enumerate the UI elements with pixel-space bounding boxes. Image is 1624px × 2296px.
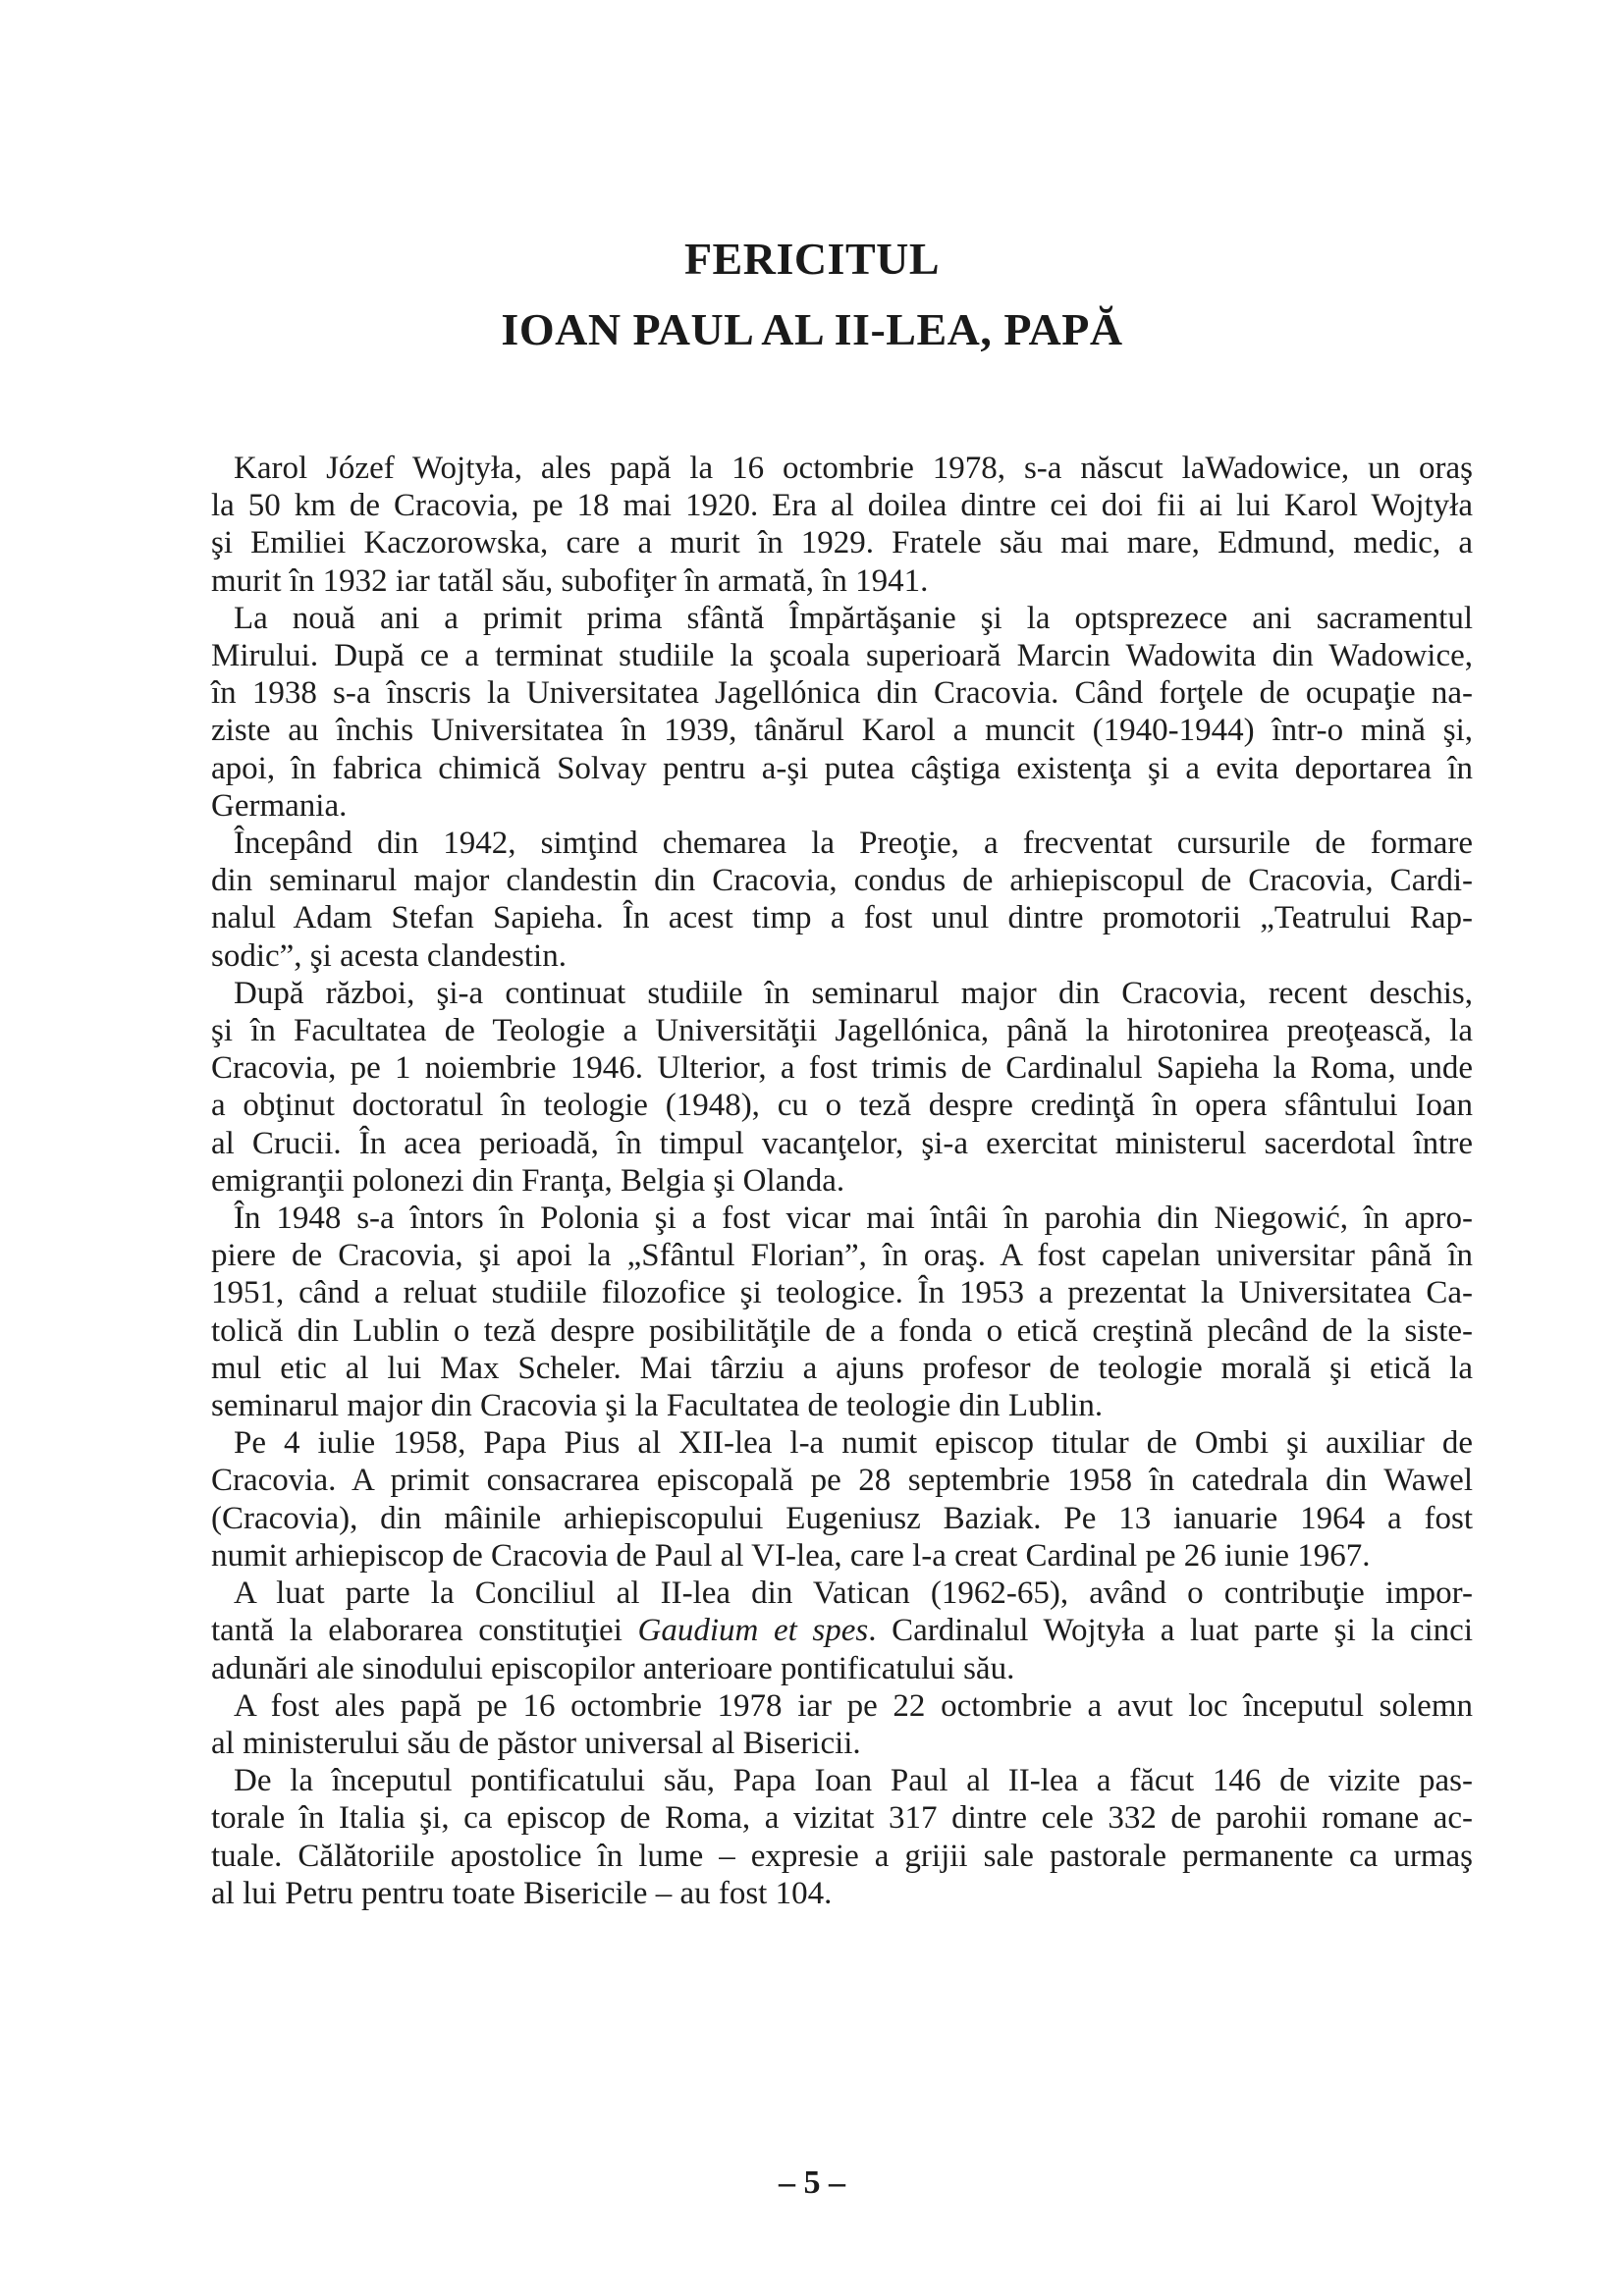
text-line: De la începutul pontificatului său, Papa Ioan Paul al II-lea a făcut 146 de vizite pas- <box>234 1763 1473 1799</box>
text-line: adunări ale sinodului episcopilor anterioare pontificatului său. <box>211 1650 1015 1686</box>
text-line: Karol Józef Wojtyła, ales papă la 16 octombrie 1978, s-a născut laWadowice, un oraş <box>234 451 1473 486</box>
text-line: din seminarul major clandestin din Cracovia, condus de arhiepiscopul de Cracovia, Cardi- <box>211 863 1473 899</box>
text-line: (Cracovia), din mâinile arhiepiscopului Eugeniusz Baziak. Pe 13 ianuarie 1964 a fost <box>211 1500 1473 1536</box>
text-line: al ministerului său de păstor universal al Bisericii. <box>211 1725 861 1761</box>
text-line: piere de Cracovia, şi apoi la „Sfântul Florian”, în oraş. A fost capelan universitar până în <box>211 1238 1473 1274</box>
text-line: A luat parte la Conciliul al II-lea din Vatican (1962-65), având o contribuţie impor- <box>234 1575 1473 1612</box>
paragraph-3 <box>211 825 1473 975</box>
paragraph-1 <box>211 450 1473 600</box>
paragraph-9 <box>211 1762 1473 1912</box>
text-line: ziste au închis Universitatea în 1939, tânărul Karol a muncit (1940-1944) într-o mină şi, <box>211 713 1473 749</box>
text-line: seminarul major din Cracovia şi la Facultatea de teologie din Lublin. <box>211 1388 1104 1424</box>
text-line: Cracovia, pe 1 noiembrie 1946. Ulterior, a fost trimis de Cardinalul Sapieha la Roma, unde <box>211 1050 1473 1087</box>
text-segment: tantă la elaborarea constituţiei <box>211 1613 638 1649</box>
text-line: a obţinut doctoratul în teologie (1948), cu o teză despre credinţă în opera sfântului Ioan <box>211 1088 1473 1124</box>
text-line: nalul Adam Stefan Sapieha. În acest timp a fost unul dintre promotorii „Teatrului Rap- <box>211 900 1473 936</box>
title-line-1: FERICITUL <box>683 234 941 284</box>
title-line-2: IOAN PAUL AL II-LEA, PAPĂ <box>501 304 1123 354</box>
text-line: în 1938 s-a înscris la Universitatea Jagellónica din Cracovia. Când forţele de ocupaţie na- <box>211 675 1473 712</box>
text-line: mul etic al lui Max Scheler. Mai târziu a ajuns profesor de teologie morală şi etică la <box>211 1350 1473 1386</box>
text-line <box>211 1612 1473 1649</box>
text-line: torale în Italia şi, ca episcop de Roma, a vizitat 317 dintre cele 332 de parohii romane ac- <box>211 1800 1473 1837</box>
text-line: Începând din 1942, simţind chemarea la Preoţie, a frecventat cursurile de formare <box>234 826 1473 862</box>
text-line: apoi, în fabrica chimică Solvay pentru a-şi putea câştiga existenţa şi a evita deportarea în <box>211 750 1473 786</box>
text-segment: . Cardinalul Wojtyła a luat parte şi la cinci <box>868 1613 1473 1649</box>
text-line: Cracovia. A primit consacrarea episcopală pe 28 septembrie 1958 în catedrala din Wawel <box>211 1463 1473 1499</box>
text-line: Mirului. După ce a terminat studiile la şcoala superioară Marcin Wadowita din Wadowice, <box>211 638 1473 674</box>
text-line: Pe 4 iulie 1958, Papa Pius al XII-lea l-a numit episcop titular de Ombi şi auxiliar de <box>234 1425 1473 1462</box>
text-line: În 1948 s-a întors în Polonia şi a fost vicar mai întâi în parohia din Niegowić, în apro- <box>234 1201 1473 1237</box>
text-line: şi în Facultatea de Teologie a Universităţii Jagellónica, până la hirotonirea preoţească, la <box>211 1013 1473 1049</box>
text-line: tolică din Lublin o teză despre posibilităţile de a fonda o etică creştină plecând de la siste- <box>211 1312 1473 1349</box>
text-line: sodic”, şi acesta clandestin. <box>211 937 567 974</box>
text-line: tuale. Călătoriile apostolice în lume – expresie a grijii sale pastorale permanente ca urmaş <box>211 1838 1473 1874</box>
text-line: al lui Petru pentru toate Bisericile – au fost 104. <box>211 1875 833 1911</box>
text-line: Germania. <box>211 787 348 824</box>
paragraph-8 <box>211 1687 1473 1762</box>
body-text <box>211 450 1473 1912</box>
text-line: După război, şi-a continuat studiile în seminarul major din Cracovia, recent deschis, <box>234 975 1473 1011</box>
paragraph-2 <box>211 600 1473 825</box>
italic-title-gaudium-et-spes: Gaudium et spes <box>637 1613 869 1649</box>
text-line: A fost ales papă pe 16 octombrie 1978 iar pe 22 octombrie a avut loc începutul solemn <box>234 1687 1473 1724</box>
paragraph-7 <box>211 1575 1473 1687</box>
page-number: – 5 – <box>779 2164 845 2201</box>
text-line: şi Emiliei Kaczorowska, care a murit în 1929. Fratele său mai mare, Edmund, medic, a <box>211 525 1473 561</box>
paragraph-4 <box>211 975 1473 1200</box>
text-line: murit în 1932 iar tatăl său, subofiţer în armată, în 1941. <box>211 562 929 599</box>
text-line: 1951, când a reluat studiile filozofice şi teologice. În 1953 a prezentat la Universitatea Ca- <box>211 1275 1473 1311</box>
text-line: numit arhiepiscop de Cracovia de Paul al VI-lea, care l-a creat Cardinal pe 26 iunie 1967. <box>211 1537 1371 1574</box>
paragraph-5 <box>211 1200 1473 1424</box>
text-line: al Crucii. În acea perioadă, în timpul vacanţelor, şi-a exercitat ministerul sacerdotal între <box>211 1125 1473 1161</box>
text-line: emigranţii polonezi din Franţa, Belgia şi Olanda. <box>211 1162 845 1199</box>
paragraph-6 <box>211 1424 1473 1575</box>
text-line: la 50 km de Cracovia, pe 18 mai 1920. Era al doilea dintre cei doi fii ai lui Karol Wojtyła <box>211 488 1473 524</box>
chapter-title <box>0 224 1624 365</box>
text-line: La nouă ani a primit prima sfântă Împărtăşanie şi la optsprezece ani sacramentul <box>234 600 1473 636</box>
